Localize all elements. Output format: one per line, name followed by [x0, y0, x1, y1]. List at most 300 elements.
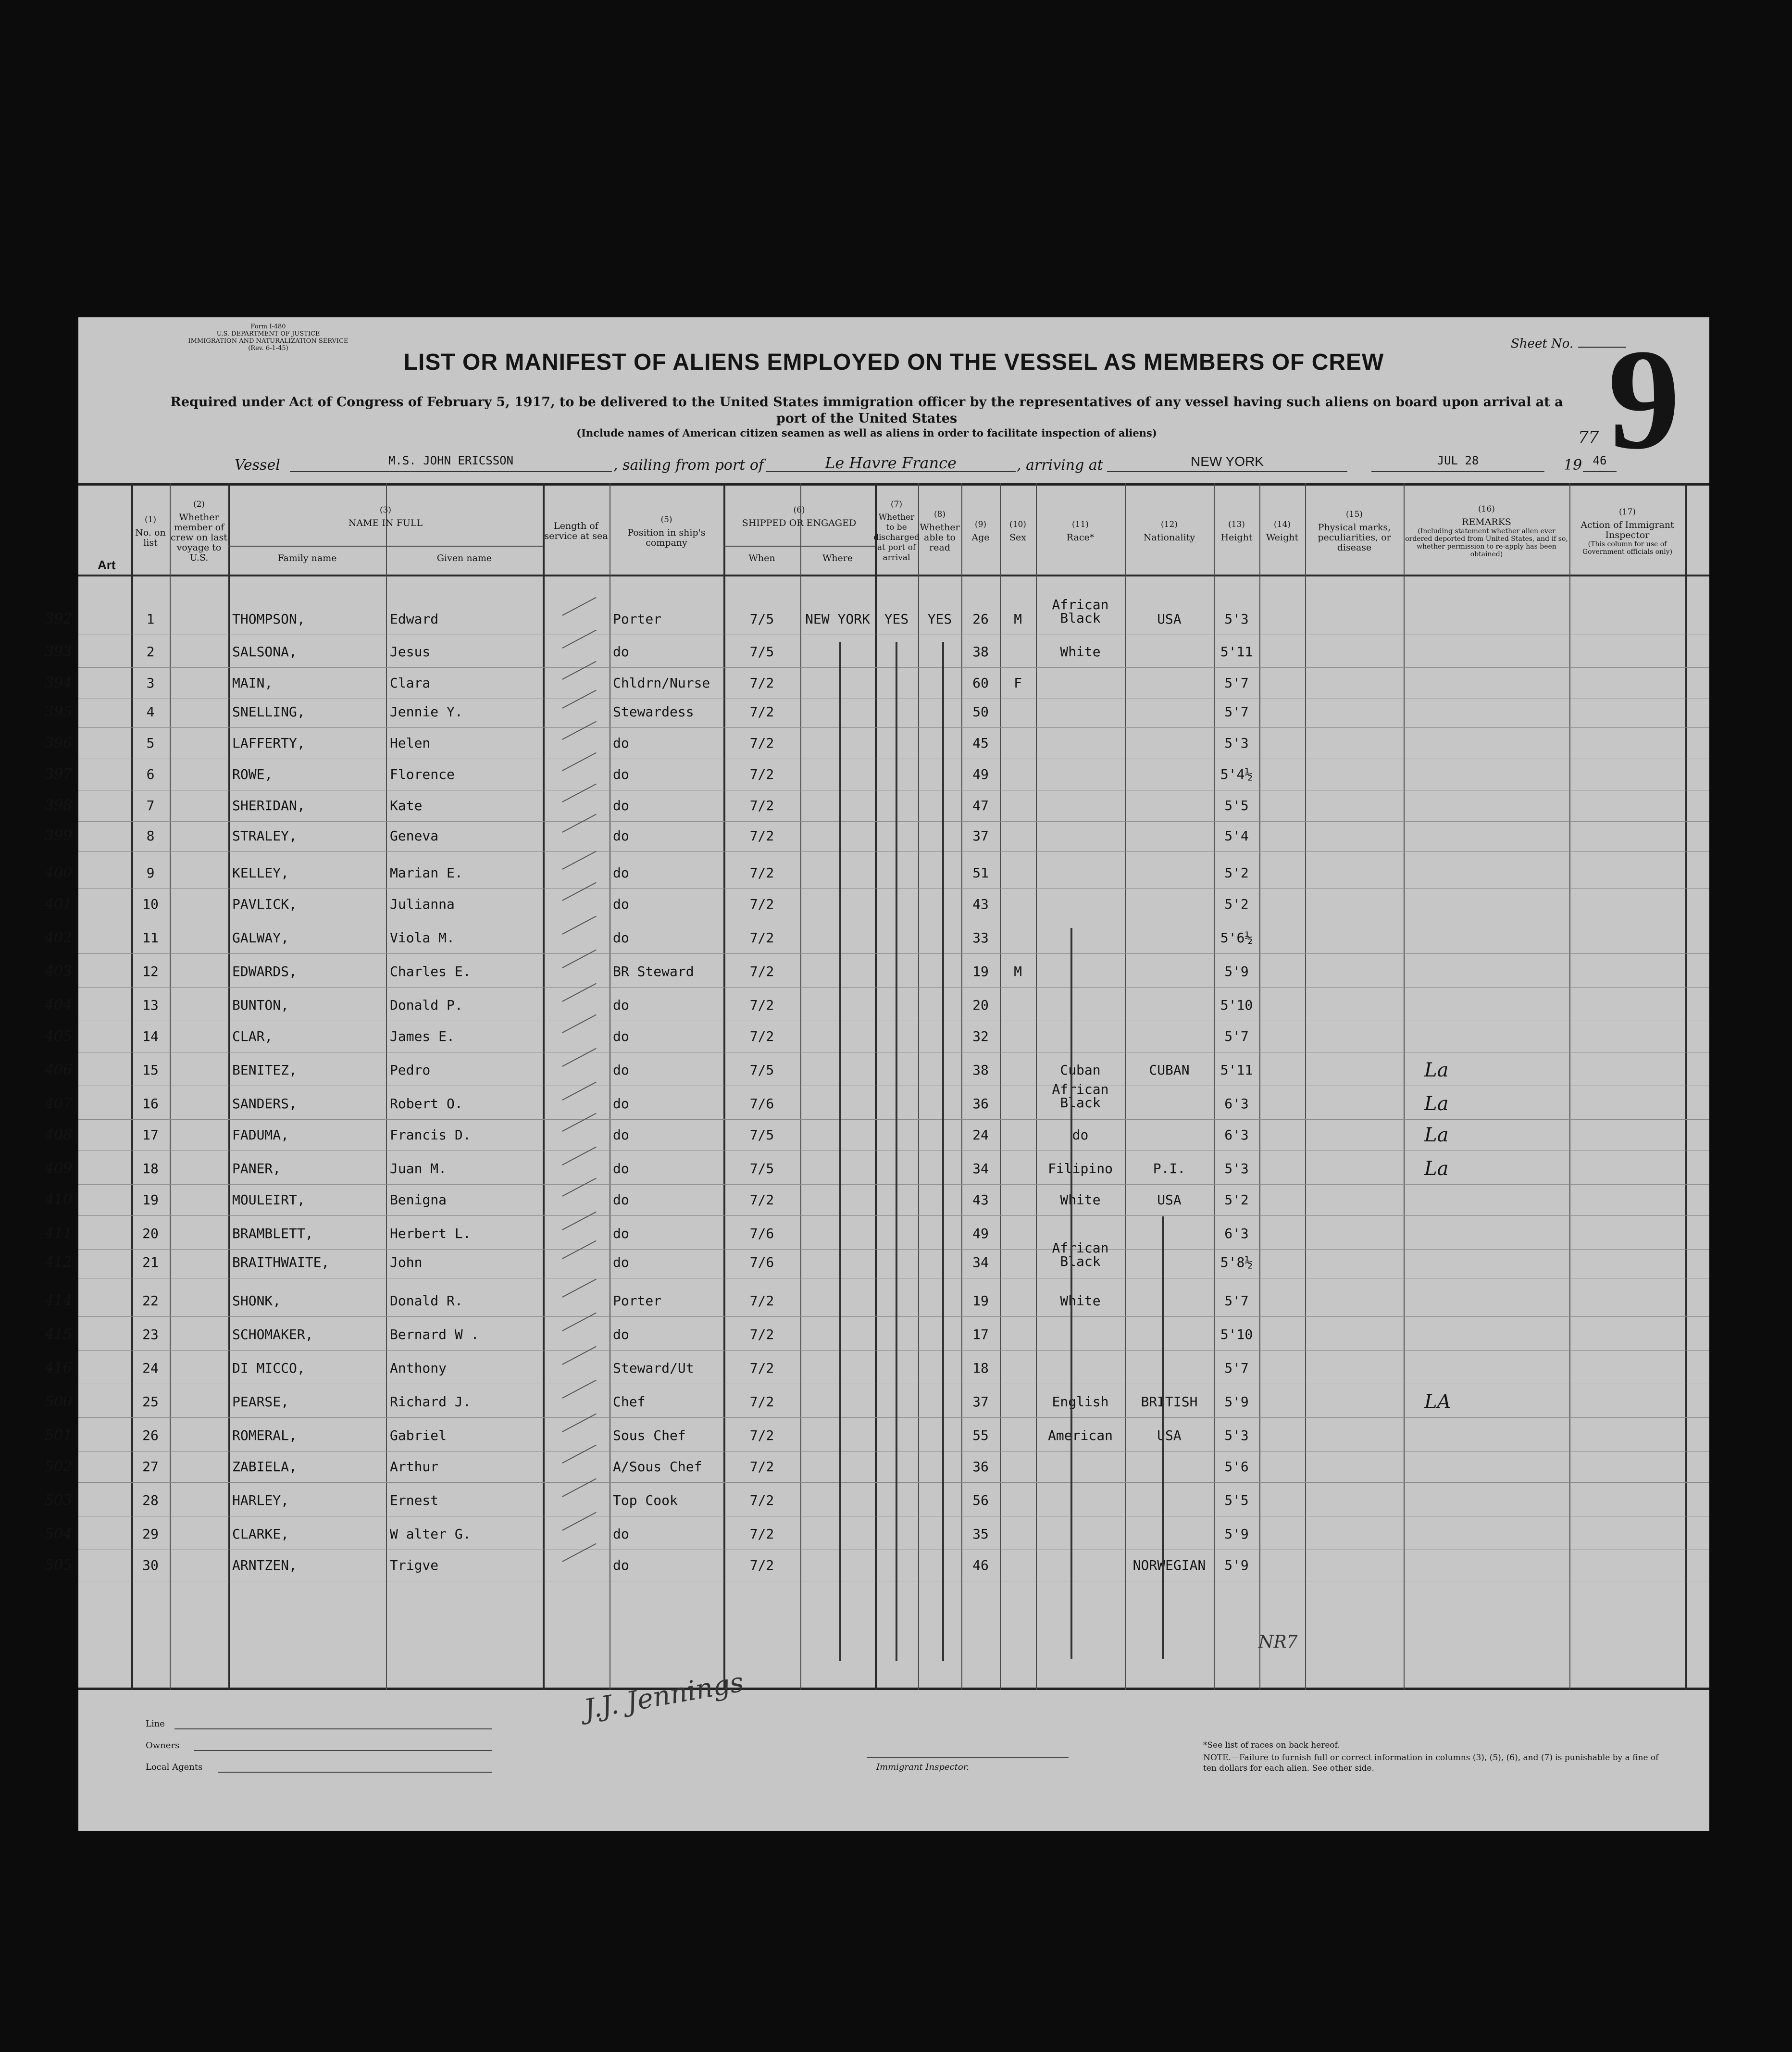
cell-given: John [390, 1254, 423, 1270]
department: U.S. DEPARTMENT OF JUSTICE [216, 330, 320, 338]
cell-height: 5'9 [1224, 1526, 1249, 1542]
cell-no: 19 [142, 1192, 159, 1208]
cell-position: do [613, 766, 629, 782]
row-rule [78, 727, 1709, 728]
cell-position: A/Sous Chef [613, 1459, 702, 1475]
cell-no: 17 [142, 1127, 159, 1143]
cell-no: 26 [142, 1427, 159, 1443]
cell-no: 27 [142, 1459, 159, 1475]
cell-given: Marian E. [390, 865, 463, 881]
cell-nationality: USA [1157, 611, 1182, 627]
cell-age: 46 [972, 1557, 989, 1573]
cell-art: 400 [45, 864, 73, 881]
cell-when: 7/2 [749, 896, 774, 912]
cell-art: 402 [45, 929, 73, 946]
revision: (Rev. 6-1-45) [248, 345, 288, 352]
cell-given: Donald R. [390, 1293, 463, 1309]
cell-position: do [613, 997, 629, 1013]
cell-art: 394 [45, 675, 73, 691]
cell-position: Porter [613, 611, 662, 627]
cell-remarks: La [1424, 1093, 1449, 1115]
cell-given: Bernard W . [390, 1326, 479, 1342]
cell-given: Herbert L. [390, 1226, 471, 1241]
cell-family: BENITEZ, [232, 1062, 297, 1078]
cell-when: 7/2 [749, 865, 774, 881]
cell-no: 4 [146, 704, 155, 720]
cell-family: ROWE, [232, 766, 273, 782]
cell-no: 24 [142, 1360, 159, 1376]
ditto-line-read [942, 642, 944, 1661]
cell-art: 407 [45, 1095, 73, 1112]
column-divider [386, 483, 387, 1690]
cell-height: 5'9 [1224, 1394, 1249, 1410]
cell-family: FADUMA, [232, 1127, 289, 1143]
cell-age: 55 [972, 1427, 989, 1443]
cell-when: 7/5 [749, 1062, 774, 1078]
cell-family: SHONK, [232, 1293, 281, 1309]
cell-family: PEARSE, [232, 1394, 289, 1410]
cell-age: 36 [972, 1459, 989, 1475]
cell-race: African Black [1052, 597, 1109, 626]
header-split [228, 546, 543, 547]
header-nationality: (12) Nationality [1143, 520, 1195, 543]
cell-given: Arthur [390, 1459, 439, 1475]
cell-height: 6'3 [1224, 1096, 1249, 1112]
cell-family: DI MICCO, [232, 1360, 305, 1376]
cell-height: 5'2 [1224, 1192, 1249, 1208]
service: IMMIGRATION AND NATURALIZATION SERVICE [188, 338, 348, 345]
cell-age: 18 [972, 1360, 989, 1376]
cell-when: 7/2 [749, 1192, 774, 1208]
cell-position: do [613, 1127, 629, 1143]
cell-when: 7/2 [749, 1394, 774, 1410]
cell-given: Francis D. [390, 1127, 471, 1143]
cell-when: 7/6 [749, 1096, 774, 1112]
cell-no: 21 [142, 1254, 159, 1270]
cell-when: 7/2 [749, 766, 774, 782]
cell-given: James E. [390, 1028, 455, 1044]
footer-agents-label: Local Agents [146, 1762, 203, 1772]
cell-position: do [613, 1192, 629, 1208]
cell-remarks: La [1424, 1124, 1449, 1146]
cell-age: 34 [972, 1161, 989, 1176]
cell-family: CLAR, [232, 1028, 273, 1044]
cell-given: Benigna [390, 1192, 447, 1208]
cell-when: 7/2 [749, 828, 774, 844]
cell-discharged: YES [884, 611, 909, 627]
cell-family: ARNTZEN, [232, 1557, 297, 1573]
column-divider [543, 483, 545, 1690]
cell-family: SNELLING, [232, 704, 305, 720]
cell-family: MAIN, [232, 675, 273, 691]
cell-no: 1 [146, 611, 155, 627]
cell-height: 5'11 [1220, 1062, 1253, 1078]
header-remarks: (16) REMARKS (Including statement whether alien ever ordered deported from United States, and if so, whether permission to re-apply has been obtained) [1405, 504, 1568, 558]
cell-race: White [1060, 1293, 1101, 1309]
row-rule [78, 888, 1709, 889]
cell-when: 7/2 [749, 1326, 774, 1342]
subtitle: Required under Act of Congress of February 5, 1917, to be delivered to the United States immigration officer by the representatives of any vessel having such aliens on board upon arrival at a port of the United States [170, 395, 1563, 426]
cell-given: Jesus [390, 644, 431, 660]
cell-given: Clara [390, 675, 431, 691]
cell-family: MOULEIRT, [232, 1192, 305, 1208]
cell-read: YES [927, 611, 952, 627]
column-divider [918, 483, 919, 1690]
cell-family: ZABIELA, [232, 1459, 297, 1475]
cell-no: 15 [142, 1062, 159, 1078]
cell-when: 7/2 [749, 675, 774, 691]
cell-no: 14 [142, 1028, 159, 1044]
vessel-label: Vessel [235, 457, 280, 474]
cell-art: 406 [45, 1062, 73, 1078]
cell-art: 412 [45, 1254, 73, 1271]
footer-inspector-label: Immigrant Inspector. [876, 1762, 970, 1772]
cell-when: 7/2 [749, 1492, 774, 1508]
cell-position: Porter [613, 1293, 662, 1309]
row-rule [78, 953, 1709, 954]
cell-when: 7/2 [749, 963, 774, 979]
cell-art: 505 [45, 1557, 73, 1574]
cell-family: ROMERAL, [232, 1427, 297, 1443]
cell-age: 38 [972, 644, 989, 660]
cell-art: 500 [45, 1393, 73, 1410]
cell-no: 3 [146, 675, 155, 691]
cell-given: Trigve [390, 1557, 439, 1573]
cell-position: do [613, 930, 629, 946]
cell-when: 7/6 [749, 1226, 774, 1241]
header-no-on-list: (1) No. on list [135, 514, 166, 548]
row-rule [78, 851, 1709, 852]
cell-when: 7/5 [749, 1127, 774, 1143]
cell-position: do [613, 1028, 629, 1044]
cell-age: 20 [972, 997, 989, 1013]
cell-when: 7/6 [749, 1254, 774, 1270]
form-number: Form I-480 [250, 323, 286, 330]
cell-given: Julianna [390, 896, 455, 912]
cell-no: 10 [142, 896, 159, 912]
cell-when: 7/2 [749, 1459, 774, 1475]
cell-remarks: La [1424, 1158, 1449, 1180]
cell-art: 501 [45, 1427, 73, 1444]
cell-age: 35 [972, 1526, 989, 1542]
cell-race: African Black [1052, 1240, 1109, 1269]
cell-position: do [613, 1062, 629, 1078]
cell-given: Ernest [390, 1492, 439, 1508]
cell-height: 5'7 [1224, 1293, 1249, 1309]
header-name-in-full: (3) NAME IN FULL [348, 505, 423, 528]
cell-art: 401 [45, 896, 73, 913]
cell-nationality: USA [1157, 1192, 1182, 1208]
cell-given: Richard J. [390, 1394, 471, 1410]
cell-age: 49 [972, 766, 989, 782]
cell-no: 7 [146, 798, 155, 813]
cell-age: 17 [972, 1326, 989, 1342]
cell-given: Charles E. [390, 963, 471, 979]
cell-age: 43 [972, 896, 989, 912]
row-rule [78, 1482, 1709, 1483]
header-when: When [748, 553, 775, 563]
cell-when: 7/2 [749, 704, 774, 720]
cell-height: 5'11 [1220, 644, 1253, 660]
cell-race: English [1052, 1394, 1109, 1410]
cell-height: 5'9 [1224, 963, 1249, 979]
cell-given: Kate [390, 798, 423, 813]
header-height: (13) Height [1220, 520, 1253, 543]
cell-no: 2 [146, 644, 155, 660]
cell-when: 7/2 [749, 1526, 774, 1542]
cell-race: White [1060, 1192, 1101, 1208]
cell-no: 12 [142, 963, 159, 979]
cell-age: 50 [972, 704, 989, 720]
cell-art: 411 [45, 1225, 73, 1242]
column-divider [1404, 483, 1405, 1690]
ditto-line-discharged [896, 642, 897, 1661]
cell-family: SCHOMAKER, [232, 1326, 313, 1342]
cell-age: 43 [972, 1192, 989, 1208]
row-rule [78, 1215, 1709, 1216]
cell-no: 13 [142, 997, 159, 1013]
cell-family: SHERIDAN, [232, 798, 305, 813]
footer-note-races: *See list of races on back hereof. [1203, 1740, 1340, 1750]
footer-rule [194, 1750, 492, 1751]
cell-family: BRAITHWAITE, [232, 1254, 330, 1270]
year-prefix: 19 [1564, 457, 1582, 474]
cell-family: BRAMBLETT, [232, 1226, 313, 1241]
cell-age: 47 [972, 798, 989, 813]
cell-height: 5'4½ [1220, 766, 1253, 782]
cell-given: Anthony [390, 1360, 447, 1376]
cell-art: 502 [45, 1458, 73, 1475]
cell-nationality: P.I. [1153, 1161, 1186, 1176]
cell-when: 7/2 [749, 1557, 774, 1573]
cell-race: Cuban [1060, 1062, 1101, 1078]
cell-position: do [613, 1161, 629, 1176]
header-where: Where [822, 553, 853, 563]
cell-age: 19 [972, 963, 989, 979]
cell-given: Juan M. [390, 1161, 447, 1176]
cell-art: 393 [45, 643, 73, 660]
cell-where: NEW YORK [805, 611, 870, 627]
cell-height: 5'10 [1220, 1326, 1253, 1342]
column-divider [1569, 483, 1570, 1690]
sailing-port: Le Havre France [766, 454, 1016, 472]
column-divider [1214, 483, 1215, 1690]
cell-family: GALWAY, [232, 930, 289, 946]
cell-when: 7/2 [749, 798, 774, 813]
ditto-line-nationality [1162, 1216, 1164, 1659]
cell-height: 5'3 [1224, 735, 1249, 751]
header-family-name: Family name [277, 553, 337, 563]
cell-given: Edward [390, 611, 439, 627]
inspector-signature: J.J. Jennings [581, 1666, 746, 1726]
cell-no: 5 [146, 735, 155, 751]
column-divider [170, 483, 171, 1690]
row-rule [78, 987, 1709, 988]
cell-when: 7/2 [749, 1427, 774, 1443]
cell-position: do [613, 1557, 629, 1573]
header-weight: (14) Weight [1266, 520, 1299, 543]
cell-position: do [613, 798, 629, 813]
cell-no: 22 [142, 1293, 159, 1309]
footer-note-fine: NOTE.—Failure to furnish full or correct information in columns (3), (5), (6), and (7) is punishable by a fine of ten dollars for each alien. See other side. [1203, 1753, 1659, 1773]
cell-family: THOMPSON, [232, 611, 305, 627]
cell-height: 5'3 [1224, 1161, 1249, 1176]
cell-given: W alter G. [390, 1526, 471, 1542]
header-able-to-read: (8) Whether able to read [920, 510, 960, 553]
header-art: Art [98, 558, 116, 572]
cell-no: 28 [142, 1492, 159, 1508]
cell-position: Top Cook [613, 1492, 678, 1508]
cell-family: EDWARDS, [232, 963, 297, 979]
cell-family: STRALEY, [232, 828, 297, 844]
cell-family: LAFFERTY, [232, 735, 305, 751]
cell-family: PAVLICK, [232, 896, 297, 912]
cell-family: SANDERS, [232, 1096, 297, 1112]
cell-family: PANER, [232, 1161, 281, 1176]
arriving-label: , arriving at [1017, 457, 1103, 474]
cell-given: Helen [390, 735, 431, 751]
header-race: (11) Race* [1066, 520, 1095, 543]
table-outline [78, 483, 1709, 1690]
cell-art: 416 [45, 1360, 73, 1376]
cell-nationality: USA [1157, 1427, 1182, 1443]
cell-art: 503 [45, 1492, 73, 1509]
row-rule [78, 1316, 1709, 1317]
cell-art: 395 [45, 703, 73, 720]
footer-rule [174, 1728, 492, 1729]
cell-when: 7/5 [749, 1161, 774, 1176]
cell-family: BUNTON, [232, 997, 289, 1013]
row-rule [78, 1417, 1709, 1418]
cell-height: 5'2 [1224, 865, 1249, 881]
cell-art: 409 [45, 1160, 73, 1177]
cell-position: Chldrn/Nurse [613, 675, 710, 691]
column-divider [1125, 483, 1126, 1690]
weight-note: NR7 [1258, 1632, 1298, 1652]
cell-race: Filipino [1048, 1161, 1113, 1176]
cell-position: do [613, 1226, 629, 1241]
cell-age: 37 [972, 828, 989, 844]
column-divider [723, 483, 725, 1690]
cell-height: 5'7 [1224, 1360, 1249, 1376]
header-position: (5) Position in ship's company [627, 514, 706, 548]
page-title: LIST OR MANIFEST OF ALIENS EMPLOYED ON THE VESSEL AS MEMBERS OF CREW [403, 350, 1384, 375]
cell-when: 7/2 [749, 1028, 774, 1044]
header-last-voyage: (2) Whether member of crew on last voyage to U.S. [171, 500, 227, 563]
cell-when: 7/2 [749, 997, 774, 1013]
cell-art: 504 [45, 1526, 73, 1542]
cell-art: 415 [45, 1326, 73, 1343]
column-divider [1259, 483, 1260, 1690]
cell-art: 410 [45, 1191, 73, 1208]
cell-race: African Black [1052, 1081, 1109, 1111]
cell-art: 396 [45, 735, 73, 751]
header-separator [78, 575, 1709, 576]
cell-given: Florence [390, 766, 455, 782]
cell-art: 397 [45, 766, 73, 783]
header-discharged: (7) Whether to be discharged at port of arrival [873, 500, 920, 563]
cell-position: do [613, 644, 629, 660]
cell-age: 32 [972, 1028, 989, 1044]
cell-position: do [613, 828, 629, 844]
cell-no: 25 [142, 1394, 159, 1410]
cell-age: 26 [972, 611, 989, 627]
header-given-name: Given name [436, 553, 492, 563]
column-divider [1305, 483, 1306, 1690]
arriving-port: NEW YORK [1107, 454, 1347, 472]
sailing-label: , sailing from port of [613, 457, 764, 474]
cell-art: 405 [45, 1028, 73, 1045]
cell-no: 18 [142, 1161, 159, 1176]
cell-height: 5'2 [1224, 896, 1249, 912]
cell-family: CLARKE, [232, 1526, 289, 1542]
header-age: (9) Age [971, 520, 990, 543]
footer-owners-label: Owners [146, 1740, 180, 1751]
cell-height: 5'7 [1224, 704, 1249, 720]
cell-position: Steward/Ut [613, 1360, 694, 1376]
cell-age: 51 [972, 865, 989, 881]
cell-no: 16 [142, 1096, 159, 1112]
row-rule [78, 1119, 1709, 1120]
cell-art: 392 [45, 611, 73, 627]
cell-position: do [613, 896, 629, 912]
cell-position: do [613, 865, 629, 881]
column-divider [875, 483, 877, 1690]
cell-nationality: NORWEGIAN [1132, 1557, 1206, 1573]
cell-given: Donald P. [390, 997, 463, 1013]
cell-given: Pedro [390, 1062, 431, 1078]
cell-no: 9 [146, 865, 155, 881]
cell-when: 7/5 [749, 644, 774, 660]
cell-position: BR Steward [613, 963, 694, 979]
cell-art: 408 [45, 1126, 73, 1143]
cell-race: do [1072, 1127, 1089, 1143]
cell-height: 5'8½ [1220, 1254, 1253, 1270]
cell-age: 24 [972, 1127, 989, 1143]
year: 46 [1583, 454, 1617, 472]
cell-art: 398 [45, 797, 73, 814]
cell-given: Jennie Y. [390, 704, 463, 720]
manifest-sheet [45, 317, 1709, 1831]
header-sex: (10) Sex [1009, 520, 1026, 543]
cell-height: 5'6 [1224, 1459, 1249, 1475]
cell-no: 11 [142, 930, 159, 946]
cell-age: 19 [972, 1293, 989, 1309]
cell-art: 414 [45, 1292, 73, 1309]
cell-height: 5'9 [1224, 1557, 1249, 1573]
cell-height: 5'3 [1224, 1427, 1249, 1443]
footer-line-label: Line [146, 1719, 165, 1729]
cell-age: 36 [972, 1096, 989, 1112]
cell-height: 6'3 [1224, 1226, 1249, 1241]
inspector-rule [867, 1757, 1069, 1758]
cell-remarks: LA [1424, 1391, 1451, 1413]
cell-art: 399 [45, 827, 73, 844]
ditto-line-where [839, 642, 841, 1661]
cell-height: 5'7 [1224, 1028, 1249, 1044]
cell-when: 7/2 [749, 1293, 774, 1309]
ditto-line-race [1070, 928, 1072, 1659]
footer-rule [218, 1772, 492, 1773]
cell-height: 5'7 [1224, 675, 1249, 691]
cell-sex: M [1014, 611, 1022, 627]
column-divider [228, 483, 230, 1690]
cell-position: do [613, 1526, 629, 1542]
cell-no: 20 [142, 1226, 159, 1241]
vessel-line [78, 454, 1709, 486]
cell-sex: F [1014, 675, 1022, 691]
cell-age: 38 [972, 1062, 989, 1078]
